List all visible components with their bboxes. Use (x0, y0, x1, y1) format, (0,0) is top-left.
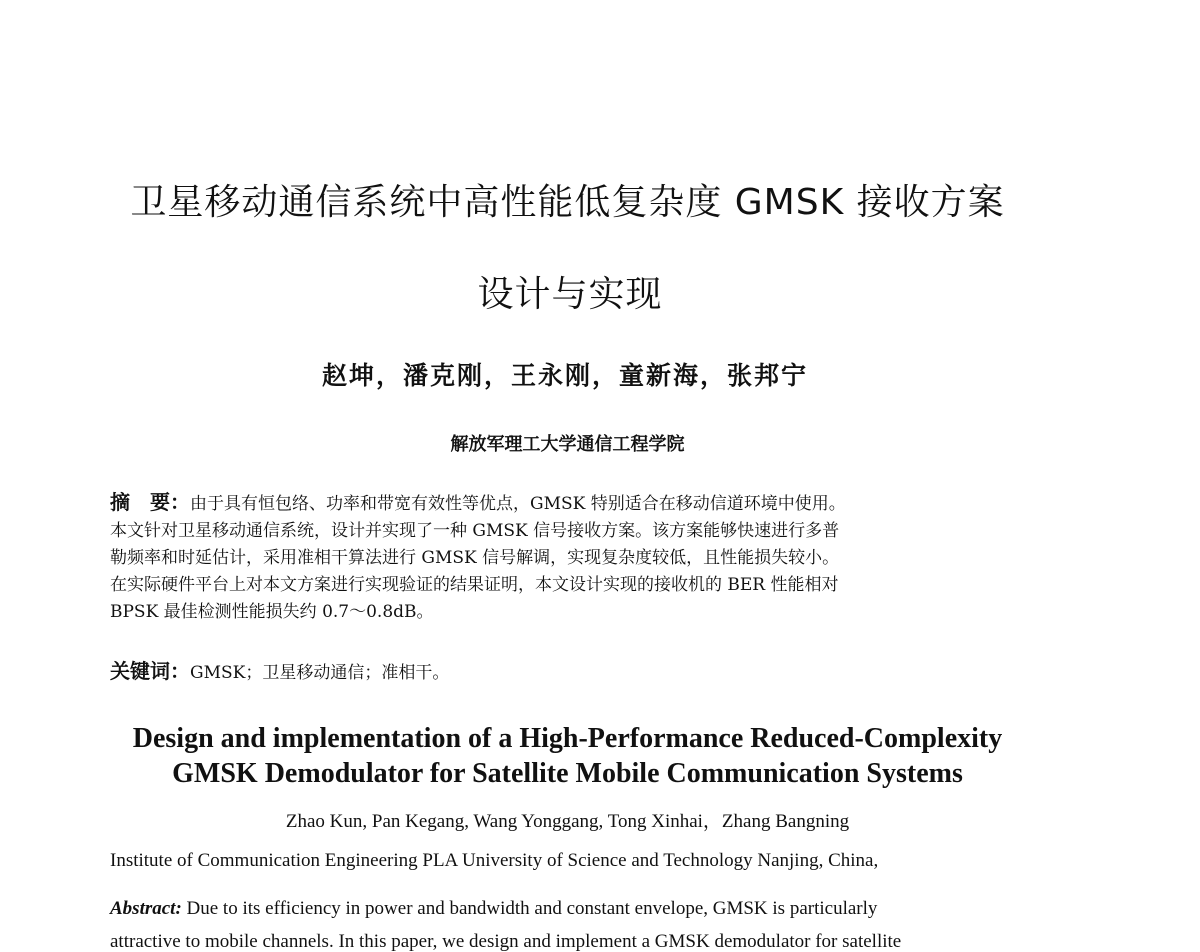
chinese-authors: 赵坤，潘克刚，王永刚，童新海，张邦宁 (321, 361, 808, 390)
chinese-title-line-2: 设计与实现 (477, 274, 663, 315)
chinese-abstract-line: 在实际硬件平台上对本文方案进行实现验证的结果证明，本文设计实现的接收机的 BER 性能相对 (110, 575, 839, 595)
chinese-keywords-text: GMSK；卫星移动通信；准相干。 (190, 663, 450, 683)
chinese-title-line-1: 卫星移动通信系统中高性能低复杂度 GMSK 接收方案 (130, 182, 1005, 223)
chinese-abstract-line: 本文针对卫星移动通信系统，设计并实现了一种 GMSK 信号接收方案。该方案能够快速进行多普 (110, 521, 840, 541)
chinese-abstract-line: 勒频率和时延估计，采用准相干算法进行 GMSK 信号解调，实现复杂度较低，且性能损失较小。 (110, 548, 840, 568)
chinese-abstract (110, 489, 1030, 626)
english-title (0, 721, 1135, 791)
english-abstract-text: Due to its efficiency in power and bandwidth and constant envelope, GMSK is particularly (181, 898, 878, 919)
chinese-keywords (110, 655, 1030, 684)
english-abstract-label: Abstract: (110, 898, 182, 919)
chinese-abstract-line (110, 489, 1030, 518)
chinese-keywords-label: 关键词： (110, 659, 190, 683)
chinese-abstract-text: 由于具有恒包络、功率和带宽有效性等优点，GMSK 特别适合在移动信道环境中使用。 (190, 494, 846, 514)
chinese-abstract-label: 摘 要： (110, 490, 190, 514)
english-authors: Zhao Kun, Pan Kegang, Wang Yonggang, Tong Xinhai，Zhang Bangning (285, 811, 850, 832)
english-abstract-line: attractive to mobile channels. In this paper, we design and implement a GMSK demodulator for satellite (110, 931, 902, 952)
english-title-line-1: Design and implementation of a High-Performance Reduced-Complexity (132, 723, 1003, 754)
english-affiliation: Institute of Communication Engineering PLA University of Science and Technology Nanjing, China, (110, 850, 879, 871)
english-abstract (110, 892, 1040, 952)
chinese-abstract-line: BPSK 最佳检测性能损失约 0.7～0.8dB。 (110, 602, 434, 622)
english-abstract-line (110, 892, 1040, 925)
english-title-line-2: GMSK Demodulator for Satellite Mobile Communication Systems (172, 758, 963, 789)
chinese-affiliation: 解放军理工大学通信工程学院 (450, 434, 685, 455)
